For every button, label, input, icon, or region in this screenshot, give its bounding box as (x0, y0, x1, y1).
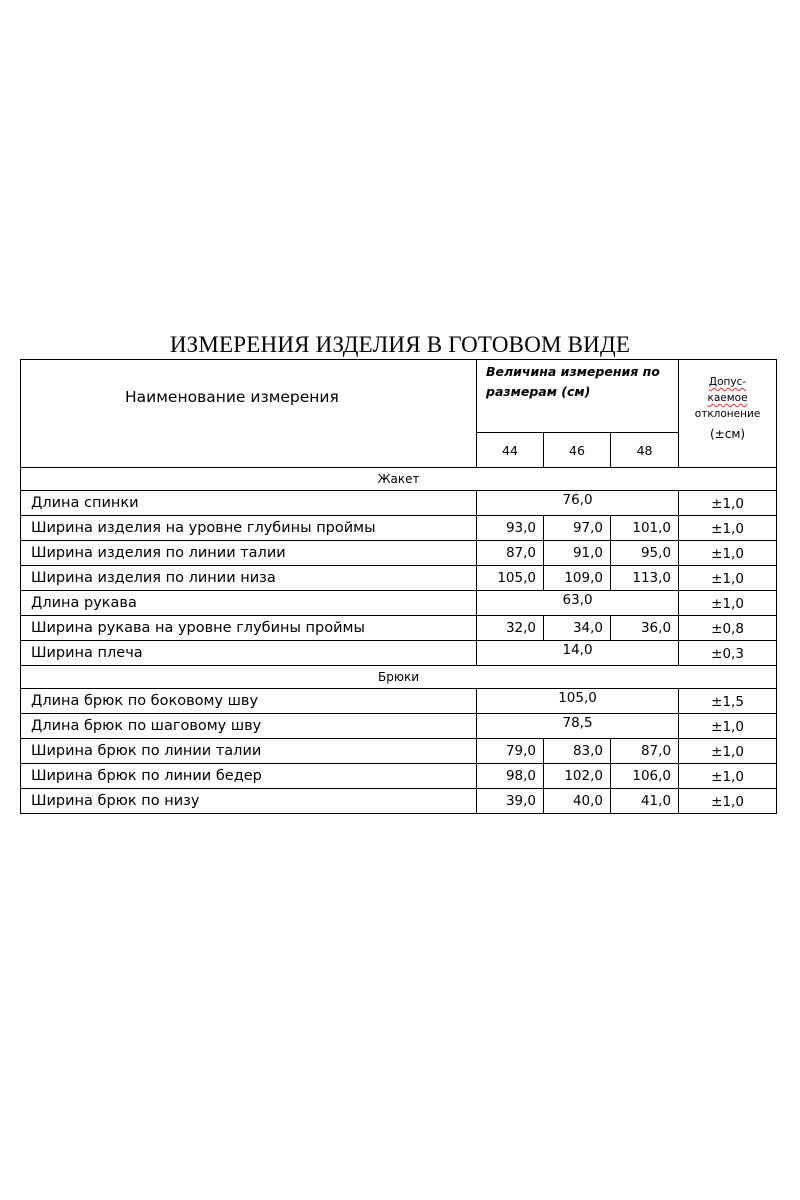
table-row (21, 566, 777, 591)
tolerance-value: ±1,0 (679, 566, 777, 591)
measurement-name: Длина брюк по боковому шву (21, 689, 477, 714)
size-value-44: 98,0 (477, 764, 544, 789)
measurement-name: Ширина рукава на уровне глубины проймы (21, 616, 477, 641)
measurement-name: Длина рукава (21, 591, 477, 616)
section-row (21, 666, 777, 689)
table-row (21, 516, 777, 541)
measurement-name: Длина спинки (21, 491, 477, 516)
section-title: Жакет (21, 468, 777, 491)
common-value: 63,0 (477, 591, 679, 616)
tolerance-header (679, 360, 777, 468)
size-value-48: 101,0 (611, 516, 679, 541)
size-value-46: 40,0 (544, 789, 611, 814)
table-row (21, 764, 777, 789)
size-value-48: 36,0 (611, 616, 679, 641)
size-value-44: 32,0 (477, 616, 544, 641)
table-row (21, 714, 777, 739)
tolerance-header-line3: отклонение (694, 408, 761, 420)
measurement-name: Ширина брюк по линии бедер (21, 764, 477, 789)
size-44-header: 44 (477, 433, 544, 468)
tolerance-value: ±1,0 (679, 789, 777, 814)
measurement-name: Ширина изделия по линии низа (21, 566, 477, 591)
measurement-name: Ширина изделия по линии талии (21, 541, 477, 566)
tolerance-value: ±1,0 (679, 739, 777, 764)
common-value: 78,5 (477, 714, 679, 739)
tolerance-value: ±1,5 (679, 689, 777, 714)
size-48-header: 48 (611, 433, 679, 468)
size-value-48: 106,0 (611, 764, 679, 789)
page-title: ИЗМЕРЕНИЯ ИЗДЕЛИЯ В ГОТОВОМ ВИДЕ (169, 332, 631, 357)
size-value-46: 109,0 (544, 566, 611, 591)
measurement-name-header: Наименование измерения (21, 360, 477, 468)
measurement-name: Длина брюк по шаговому шву (21, 714, 477, 739)
table-row (21, 739, 777, 764)
measurement-name: Ширина брюк по низу (21, 789, 477, 814)
tolerance-header-line2: каемое (707, 392, 748, 404)
size-values-header: Величина измерения по размерам (см) (477, 360, 679, 433)
size-value-48: 87,0 (611, 739, 679, 764)
tolerance-value: ±1,0 (679, 541, 777, 566)
common-value: 105,0 (477, 689, 679, 714)
tolerance-value: ±1,0 (679, 591, 777, 616)
tolerance-value: ±0,3 (679, 641, 777, 666)
size-value-48: 41,0 (611, 789, 679, 814)
measurement-name: Ширина плеча (21, 641, 477, 666)
table-row (21, 541, 777, 566)
size-value-48: 113,0 (611, 566, 679, 591)
size-value-46: 34,0 (544, 616, 611, 641)
size-value-46: 97,0 (544, 516, 611, 541)
table-row (21, 789, 777, 814)
header-row (21, 360, 777, 433)
table-row (21, 616, 777, 641)
size-value-44: 79,0 (477, 739, 544, 764)
table-row (21, 491, 777, 516)
tolerance-value: ±1,0 (679, 764, 777, 789)
size-value-46: 91,0 (544, 541, 611, 566)
measurement-name: Ширина изделия на уровне глубины проймы (21, 516, 477, 541)
size-value-46: 102,0 (544, 764, 611, 789)
size-value-46: 83,0 (544, 739, 611, 764)
measurements-table (20, 359, 777, 814)
tolerance-value: ±0,8 (679, 616, 777, 641)
common-value: 14,0 (477, 641, 679, 666)
table-row (21, 641, 777, 666)
table-row (21, 591, 777, 616)
tolerance-value: ±1,0 (679, 714, 777, 739)
size-value-44: 93,0 (477, 516, 544, 541)
size-value-48: 95,0 (611, 541, 679, 566)
tolerance-header-unit: (±см) (709, 427, 746, 441)
section-row (21, 468, 777, 491)
common-value: 76,0 (477, 491, 679, 516)
tolerance-header-line1: Допус- (708, 376, 747, 388)
tolerance-value: ±1,0 (679, 491, 777, 516)
size-46-header: 46 (544, 433, 611, 468)
measurement-name: Ширина брюк по линии талии (21, 739, 477, 764)
size-value-44: 39,0 (477, 789, 544, 814)
table-row (21, 689, 777, 714)
section-title: Брюки (21, 666, 777, 689)
size-value-44: 105,0 (477, 566, 544, 591)
size-value-44: 87,0 (477, 541, 544, 566)
tolerance-value: ±1,0 (679, 516, 777, 541)
